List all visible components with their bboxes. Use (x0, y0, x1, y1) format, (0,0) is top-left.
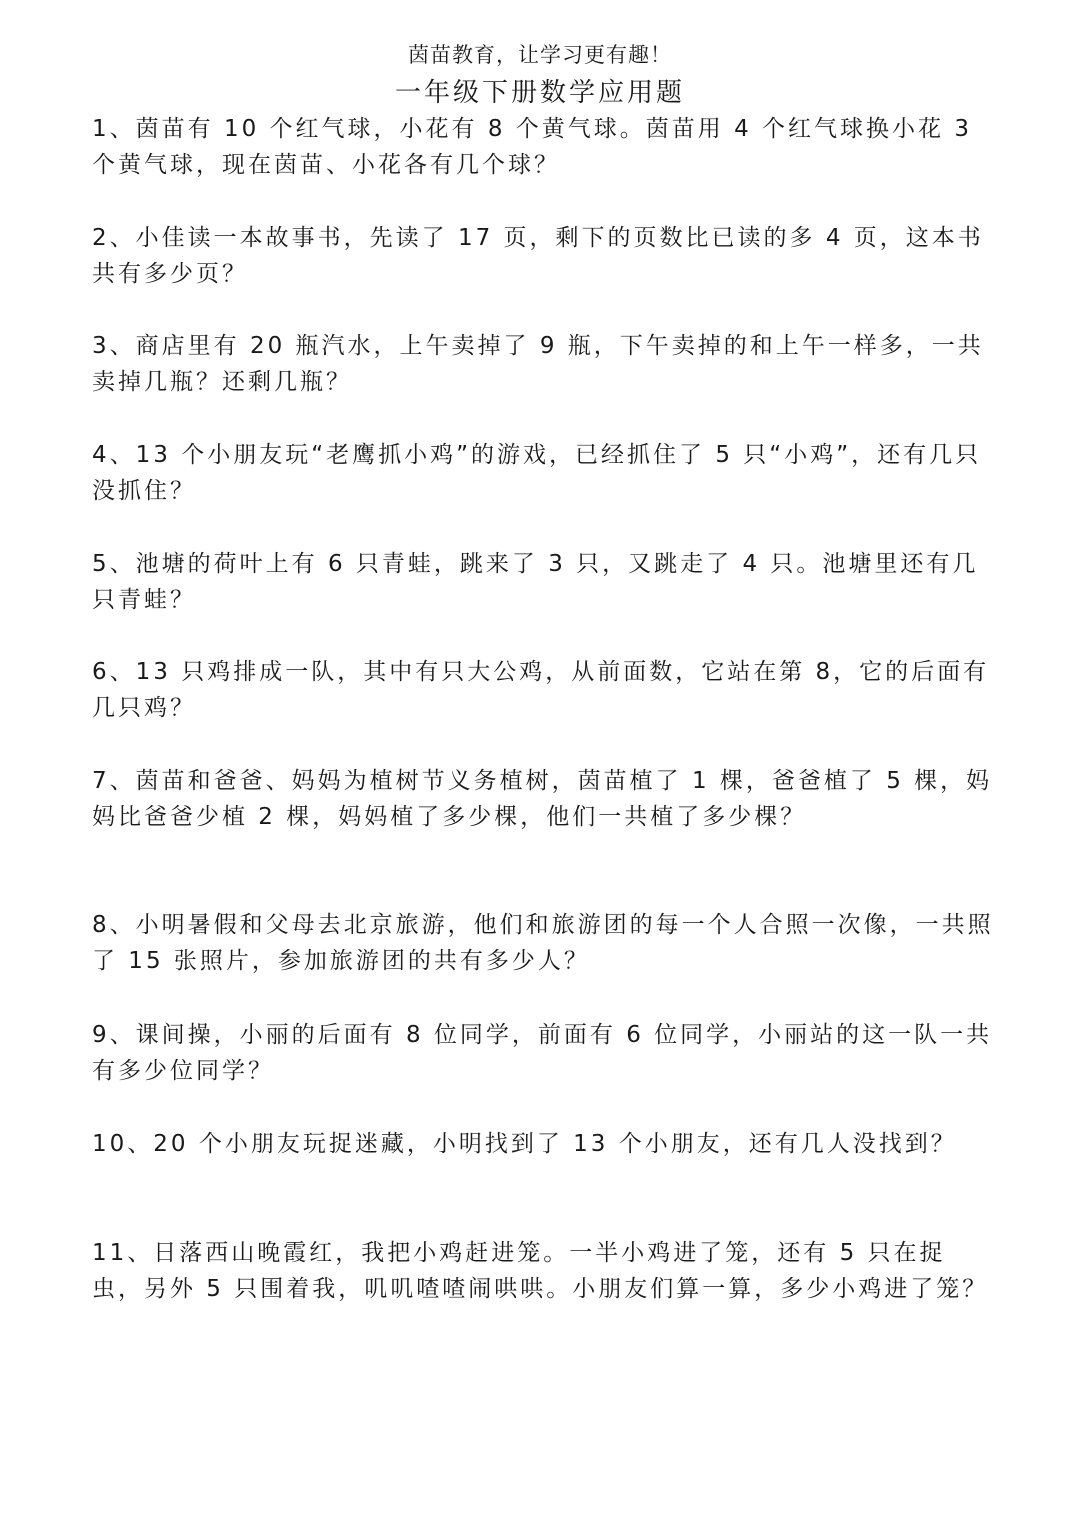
question-6: 6、13 只鸡排成一队，其中有只大公鸡，从前面数，它站在第 8，它的后面有几只鸡？ (92, 659, 990, 721)
question-5: 5、池塘的荷叶上有 6 只青蛙，跳来了 3 只，又跳走了 4 只。池塘里还有几只青蛙？ (92, 551, 979, 613)
question-1: 1、茵苗有 10 个红气球，小花有 8 个黄气球。茵苗用 4 个红气球换小花 3 个黄气球，现在茵苗、小花各有几个球？ (92, 116, 972, 178)
question-2: 2、小佳读一本故事书，先读了 17 页，剩下的页数比已读的多 4 页，这本书共有多少页？ (92, 225, 984, 287)
question-11: 11、日落西山晚霞红，我把小鸡赶进笼。一半小鸡进了笼，还有 5 只在捉虫，另外 5 只围着我，叽叽喳喳闹哄哄。小朋友们算一算，多少小鸡进了笼？ (92, 1240, 989, 1302)
question-10: 10、20 个小朋友玩捉迷藏，小明找到了 13 个小朋友，还有几人没找到？ (92, 1131, 957, 1157)
question-7: 7、茵苗和爸爸、妈妈为植树节义务植树，茵苗植了 1 棵，爸爸植了 5 棵，妈妈比爸爸少植 2 棵，妈妈植了多少棵，他们一共植了多少棵？ (92, 768, 993, 830)
question-8: 8、小明暑假和父母去北京旅游，他们和旅游团的每一个人合照一次像，一共照了 15 张照片，参加旅游团的共有多少人？ (92, 912, 994, 974)
question-3: 3、商店里有 20 瓶汽水，上午卖掉了 9 瓶，下午卖掉的和上午一样多，一共卖掉几瓶？还剩几瓶？ (92, 333, 984, 395)
header-slogan: 茵苗教育，让学习更有趣！ (408, 43, 672, 67)
question-9: 9、课间操，小丽的后面有 8 位同学，前面有 6 位同学，小丽站的这一队一共有多少位同学？ (92, 1022, 993, 1084)
page-title: 一年级下册数学应用题 (394, 78, 685, 108)
question-4: 4、13 个小朋友玩“老鹰抓小鸡”的游戏，已经抓住了 5 只“小鸡”，还有几只没抓住？ (92, 442, 982, 504)
